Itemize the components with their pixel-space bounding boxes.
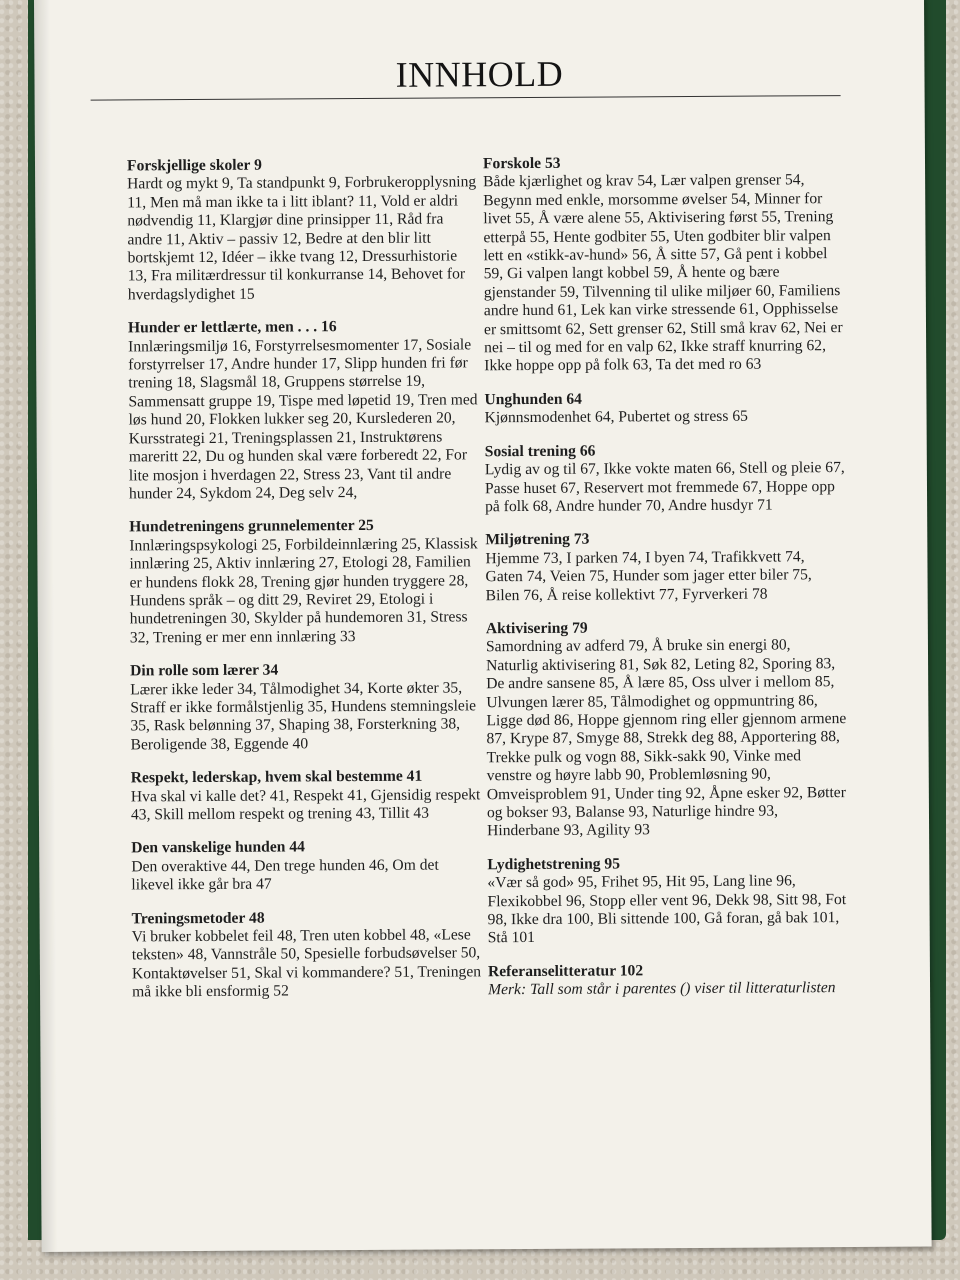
section-heading: Referanselitteratur 102 [487,962,644,981]
reference-note: Merk: Tall som står i parentes () viser til litteraturlisten [488,979,836,999]
section-heading: Miljøtrening 73 [485,530,590,549]
section-entries: Hva skal vi kalle det? 41, Respekt 41, Gjensidig respekt 43, Skill mellom respekt og trening 43, Tillit 43 [130,785,481,824]
section-entries: Samordning av adferd 79, Å bruke sin energi 80, Naturlig aktivisering 81, Søk 82, Leting 82, Sporing 83, De andre sansene 85, Å lære 85, Oss ulver i mellom 85, Ulvungen lærer 85, Tålmodighet og oppmuntring 86, Ligge død 86, Hoppe gjennom ring eller gjennom armene 87, Krype 87, Smyge 88, Strekk deg 88, Apportering 88, Trekke pulk og vogn 88, Sikk-sakk 90, Vinke med venstre og høyre labb 90, Problemløsning 90, Omveisproblem 91, Under ting 92, Åpne esker 92, Bøtter og bokser 93, Balanse 93, Naturlige hindre 93, Hinderbane 93, Agility 93 [485,636,847,840]
section-entries: Hjemme 73, I parken 74, I byen 74, Trafikkvett 74, Gaten 74, Veien 75, Hunder som jager etter biler 75, Bilen 76, Å reise kollektivt 77, Fyrverkeri 78 [485,548,812,604]
section-heading: Forskjellige skoler 9 [126,156,262,175]
section-entries: Hardt og mykt 9, Ta standpunkt 9, Forbrukeropplysning 11, Men må man ikke ta i litt iblant? 11, Vold er aldri nødvendig 11, Klargjør dine prinsipper 11, Råd fra andre 11, Aktiv – passiv 12, Bedre at den blir litt bortskjemt 12, Idéer – ikke tvang 12, Dressurhistorie 13, Fra militærdressur til konkurranse 14, Behovet for hverdagslydighet 15 [127,173,477,304]
section-heading: Aktivisering 79 [485,619,588,638]
section-heading: Hundetreningens grunnelementer 25 [129,517,374,536]
toc-section [487,854,848,948]
left-column [127,155,482,1017]
section-heading: Sosial trening 66 [484,442,596,460]
toc-section [127,155,478,304]
section-heading: Unghunden 64 [484,390,583,409]
book-page [34,0,932,1252]
section-entries: Innlæringsmiljø 16, Forstyrrelsesmomenter 17, Sosiale forstyrrelser 17, Andre hunder 17, Slipp hunden fri før trening 18, Slagsmål 18, Gruppens størrelse 19, Sammensatt gruppe 19, Tispe med løpetid 19, Tren med løs hund 20, Flokken lukker seg 20, Kurslederen 20, Kursstrategi 21, Treningsplassen 21, Instruktørens mareritt 22, Du og hunden skal være forberedt 22, For lite mosjon i hverdagen 22, Stress 23, Vant til andre hunder 24, Sykdom 24, Deg selv 24, [128,335,478,503]
toc-section [132,908,483,1002]
toc-section [486,618,847,841]
section-heading: Den vanskelige hunden 44 [131,838,305,857]
section-entries: Innlæringspsykologi 25, Forbildeinnlæring 25, Klassisk innlæring 25, Aktiv innlæring 27, Etologi 28, Familien er hundens flokk 28, Trening gjør hunden tryggere 28, Hundens språk – og ditt 29, Reviret 29, Etologi i hundetreningen 30, Skylder på hundemoren 31, Stress 32, Trening er mer enn innlæring 33 [129,535,478,647]
toc-section [488,961,848,1000]
toc-section [131,838,481,895]
toc-section [485,441,845,517]
section-entries: Både kjærlighet og krav 54, Lær valpen grenser 54, Begynn med enkle, morsomme øvelser 54, Minner for livet 55, Å være alene 55, Aktivisering først 55, Trening etterpå 55, Hente godbiter 55, Uten godbiter blir valpen lett en «stikk-av-hund» 56, Å sitte 57, Gå pent i kobbel 59, Gi valpen langt kobbel 59, Å hente og bære gjenstander 59, Tilvenning til ulike miljøer 60, Familiens andre hund 61, Lek kan virke stressende 61, Opphisselse er smittsomt 62, Sett grenser 62, Still små krav 62, Nei er nei – til og med for en valp 62, Ikke straff knurring 62, Ikke hoppe opp på folk 63, Ta det med ro 63 [483,171,843,375]
section-heading: Forskole 53 [482,154,561,173]
toc-section [129,517,480,648]
toc-section [485,529,845,605]
section-entries: Kjønnsmodenhet 64, Pubertet og stress 65 [484,407,748,427]
section-heading: Hunder er lettlærte, men . . . 16 [127,318,337,337]
toc-section [483,153,844,376]
section-entries: «Vær så god» 95, Frihet 95, Hit 95, Lang line 96, Flexikobbel 96, Stopp eller vent 96, Dekk 98, Sitt 98, Fot 98, Ikke dra 100, Bli sittende 100, Gå foran, gå bak 101, Stå 101 [487,872,847,947]
section-entries: Den overaktive 44, Den trege hunden 46, Om det likevel ikke går bra 47 [131,856,439,894]
section-heading: Din rolle som lærer 34 [130,661,279,680]
section-entries: Lydig av og til 67, Ikke vokte maten 66, Stell og pleie 67, Passe huset 67, Reservert mot fremmede 67, Hoppe opp på folk 68, Andre hunder 70, Andre husdyr 71 [484,459,845,516]
toc-section [130,660,481,754]
toc-section [128,318,479,504]
section-entries: Lærer ikke leder 34, Tålmodighet 34, Korte økter 35, Straff er ikke formålstjenlig 35, Hundens stemningsleie 35, Rask belønning 37, Shaping 38, Forsterkning 38, Beroligende 38, Eggende 40 [130,678,477,754]
toc-section [131,767,481,824]
section-heading: Lydighetstrening 95 [487,855,621,874]
section-entries: Vi bruker kobbelet feil 48, Tren uten kobbel 48, «Lese teksten» 48, Vannstråle 50, Spesielle forbudsøvelser 50, Kontaktøvelser 51, Skal vi kommandere? 51, Treningen må ikke bli ensformig 52 [131,926,482,1001]
page-title: INNHOLD [395,53,564,95]
toc-section [484,389,844,428]
section-heading: Treningsmetoder 48 [131,909,265,928]
section-heading: Respekt, lederskap, hvem skal bestemme 41 [130,767,423,787]
right-column [483,153,848,1015]
